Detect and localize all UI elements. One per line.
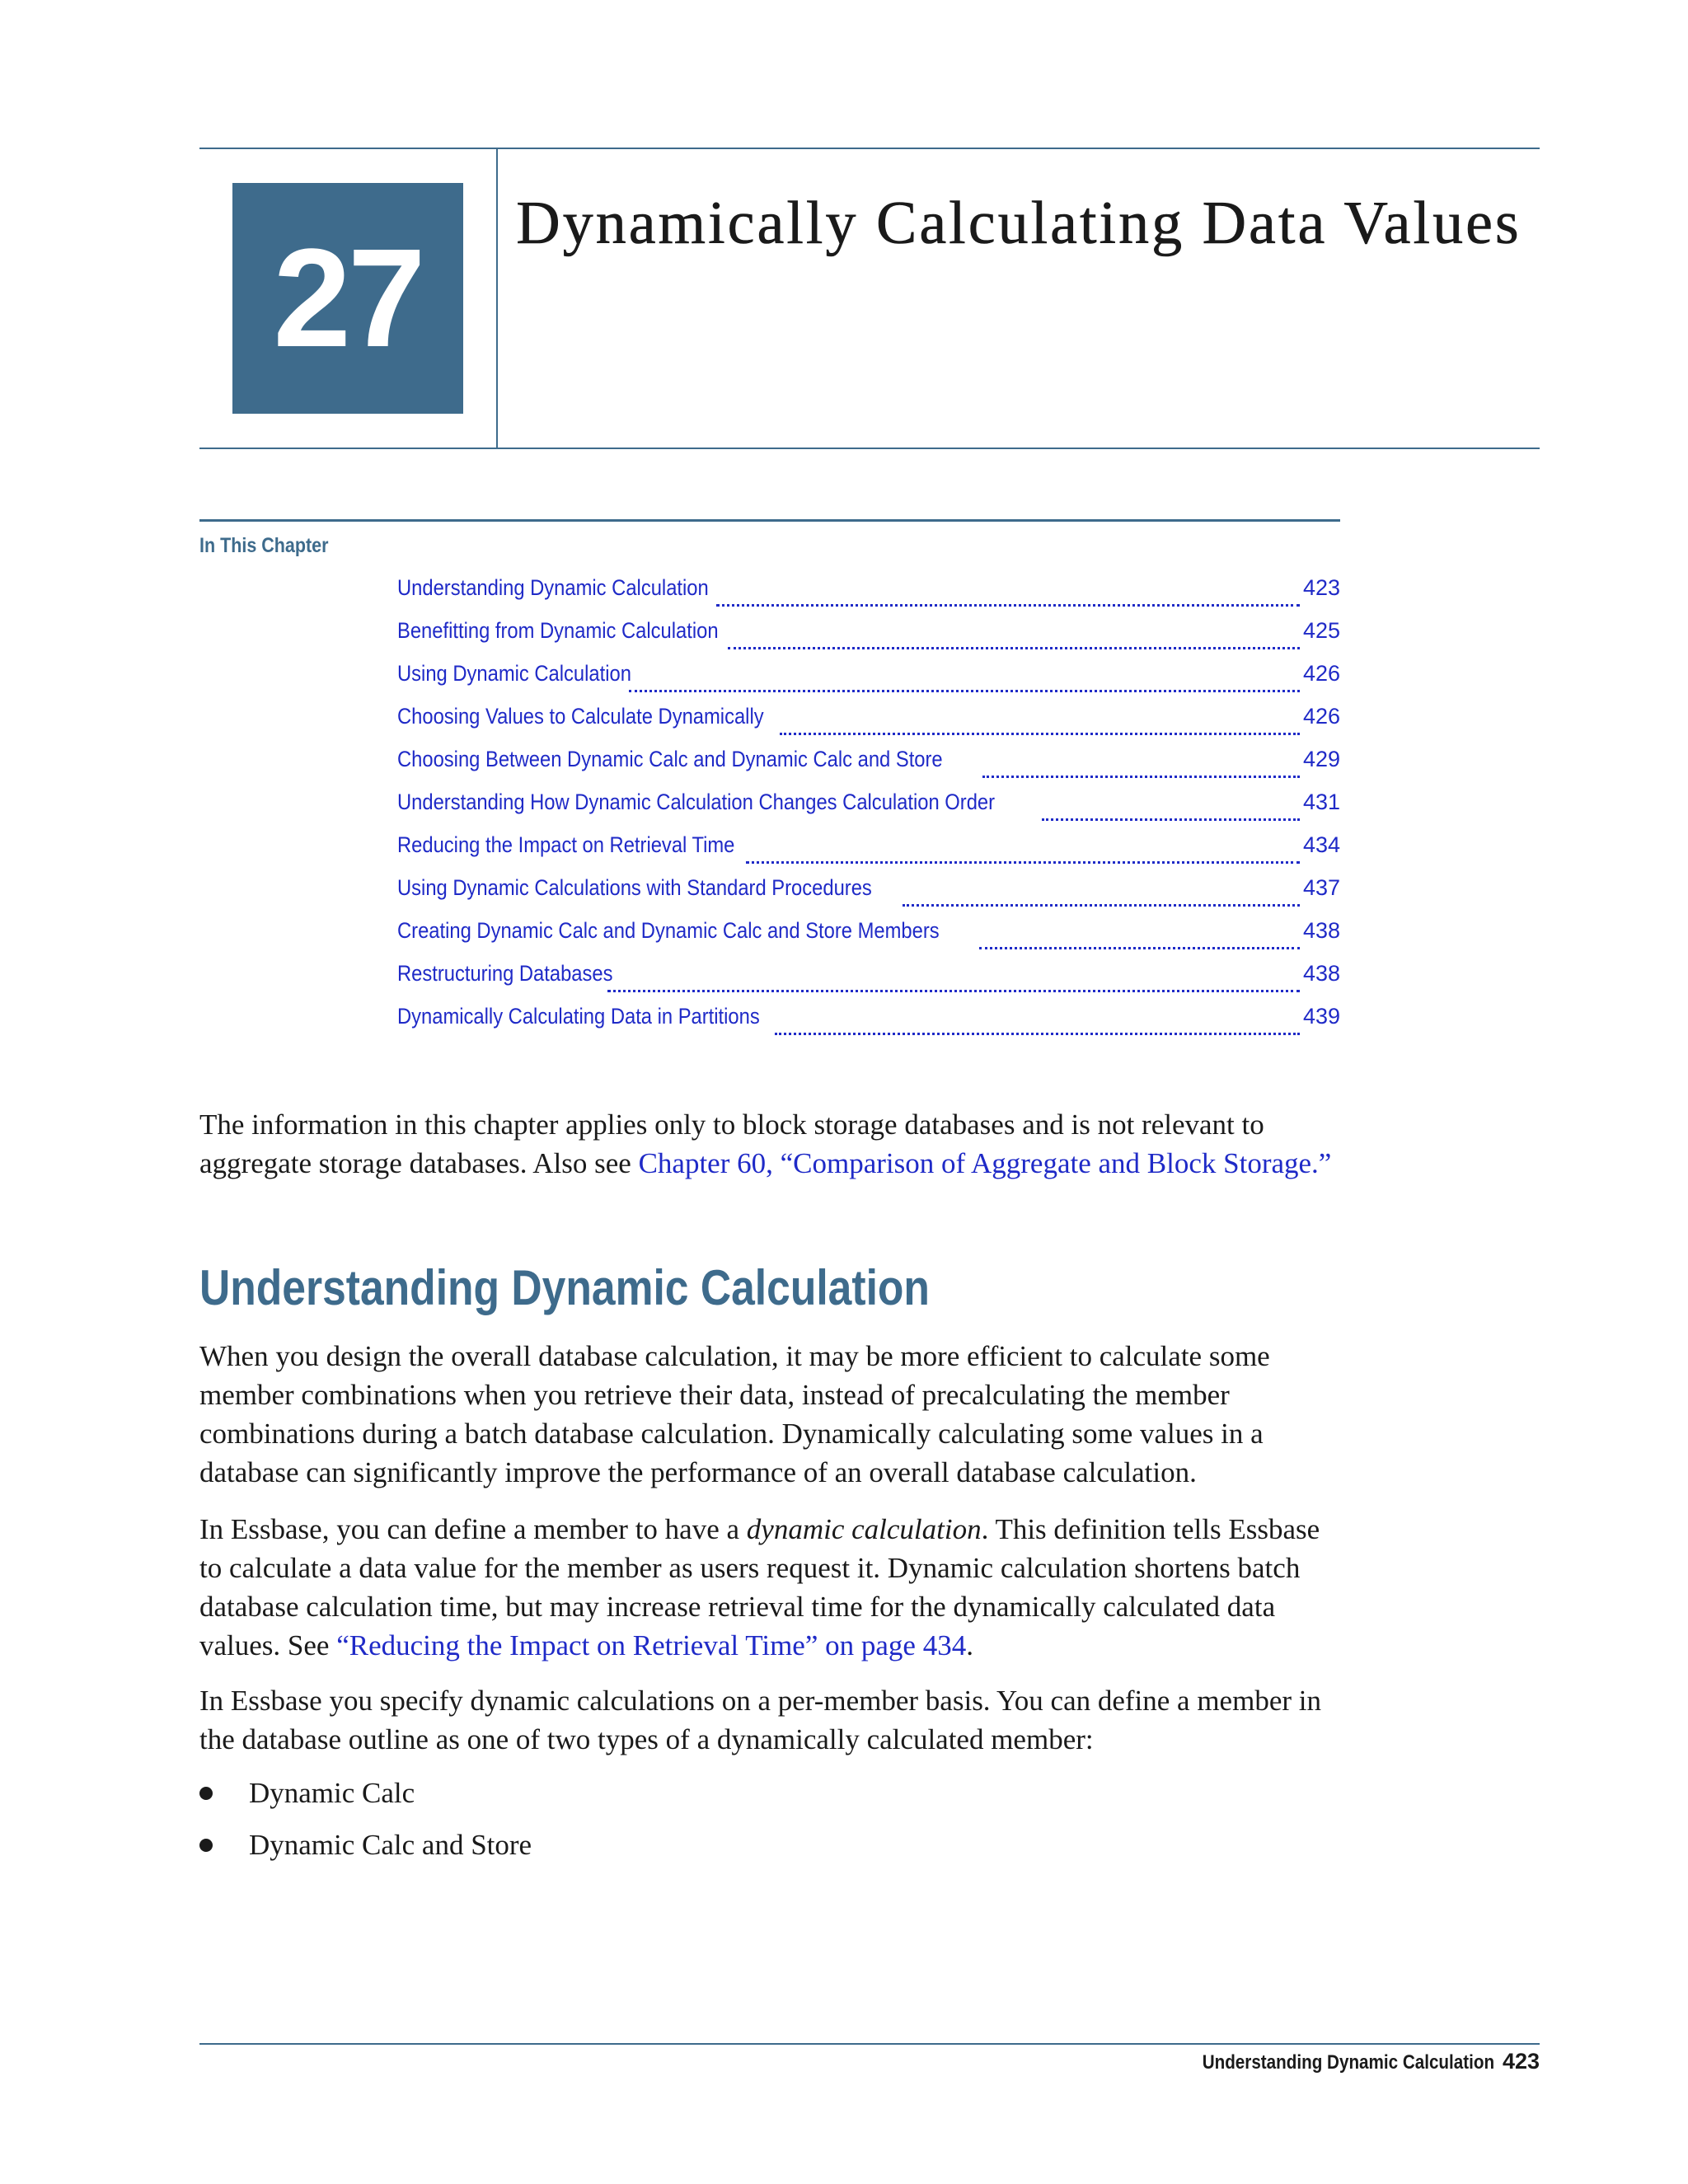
toc-item-label: Understanding How Dynamic Calculation Changes Calculation Order — [397, 790, 996, 814]
intro-paragraph — [199, 1105, 1345, 1183]
toc-item-page: 431 — [1302, 790, 1340, 814]
running-footer — [1155, 2049, 1540, 2074]
toc-item-page: 426 — [1302, 704, 1340, 729]
toc-leader-dots — [716, 603, 1299, 607]
bullet-icon — [199, 1787, 213, 1800]
toc-item-page: 439 — [1302, 1004, 1340, 1029]
section-heading: Understanding Dynamic Calculation — [199, 1260, 930, 1315]
toc-list — [397, 575, 1340, 1047]
toc-item-page: 425 — [1302, 618, 1340, 643]
toc-heading: In This Chapter — [199, 534, 329, 557]
toc-item-page: 434 — [1302, 832, 1340, 857]
toc-item[interactable] — [397, 747, 1340, 790]
header-bottom-rule — [199, 448, 1540, 449]
toc-top-rule — [199, 519, 1340, 522]
bullet-item — [199, 1825, 532, 1864]
toc-item[interactable] — [397, 790, 1340, 832]
toc-item[interactable] — [397, 875, 1340, 918]
p2-text-c: . — [966, 1629, 973, 1661]
toc-item-label: Choosing Between Dynamic Calc and Dynamic Calc and Store — [397, 747, 943, 771]
toc-item[interactable] — [397, 575, 1340, 618]
section-paragraph-3: In Essbase you specify dynamic calculations on a per-member basis. You can define a member in the database outline as one of two types of a dynamically calculated member: — [199, 1685, 1321, 1755]
section-paragraph-1: When you design the overall database calculation, it may be more efficient to calculate some member combinations when you retrieve their data, instead of precalculating the member combinations during a batch database calculation. Dynamically calculating some values in a database can significantly improve the performance of an overall database calculation. — [199, 1340, 1270, 1488]
toc-item-label: Using Dynamic Calculation — [397, 661, 631, 686]
toc-item[interactable] — [397, 918, 1340, 961]
bullet-icon — [199, 1839, 213, 1852]
p2-text-a: In Essbase, you can define a member to have a — [199, 1513, 747, 1545]
toc-item[interactable] — [397, 1004, 1340, 1047]
chapter-number-badge: 27 — [232, 183, 463, 414]
footer-rule — [199, 2043, 1540, 2045]
footer-page-number: 423 — [1502, 2049, 1540, 2074]
toc-item-label: Benefitting from Dynamic Calculation — [397, 618, 719, 643]
toc-item-label: Restructuring Databases — [397, 961, 613, 986]
toc-leader-dots — [982, 775, 1300, 778]
toc-item[interactable] — [397, 832, 1340, 875]
toc-item-label: Using Dynamic Calculations with Standard Procedures — [397, 875, 872, 900]
toc-leader-dots — [780, 732, 1300, 735]
section-paragraph-2 — [199, 1510, 1345, 1665]
toc-item[interactable] — [397, 704, 1340, 747]
bullet-text: Dynamic Calc — [249, 1777, 415, 1809]
toc-item-label: Reducing the Impact on Retrieval Time — [397, 832, 735, 857]
toc-leader-dots — [746, 860, 1299, 864]
toc-item-page: 437 — [1302, 875, 1340, 900]
toc-item[interactable] — [397, 961, 1340, 1004]
header-top-rule — [199, 148, 1540, 149]
bullet-item — [199, 1774, 415, 1812]
toc-item-page: 429 — [1302, 747, 1340, 771]
toc-item-label: Choosing Values to Calculate Dynamically — [397, 704, 764, 729]
toc-item-label: Creating Dynamic Calc and Dynamic Calc and Store Members — [397, 918, 940, 943]
footer-section-label: Understanding Dynamic Calculation — [1202, 2051, 1494, 2074]
toc-item-page: 426 — [1302, 661, 1340, 686]
toc-leader-dots — [903, 903, 1300, 907]
chapter-title: Dynamically Calculating Data Values — [516, 190, 1522, 257]
toc-item-label: Understanding Dynamic Calculation — [397, 575, 709, 600]
toc-item-label: Dynamically Calculating Data in Partitions — [397, 1004, 760, 1029]
toc-item-page: 438 — [1302, 918, 1340, 943]
toc-leader-dots — [1042, 818, 1300, 821]
toc-leader-dots — [607, 989, 1300, 992]
toc-item[interactable] — [397, 661, 1340, 704]
toc-item-page: 438 — [1302, 961, 1340, 986]
toc-item-page: 423 — [1302, 575, 1340, 600]
toc-leader-dots — [629, 689, 1300, 692]
toc-leader-dots — [775, 1032, 1300, 1035]
p2-text-b: . This definition tells Essbase to calculate a data value for the member as users request it. Dynamic calculation shortens batch database calculation time, but may increase retrieval time for the dynamically calculated data values. See — [199, 1513, 1320, 1661]
bullet-text: Dynamic Calc and Store — [249, 1829, 532, 1861]
toc-leader-dots — [728, 646, 1300, 649]
toc-leader-dots — [979, 946, 1300, 949]
p2-emphasis: dynamic calculation — [746, 1513, 982, 1545]
chapter-60-link[interactable]: Chapter 60, “Comparison of Aggregate and Block Storage.” — [638, 1147, 1332, 1179]
retrieval-time-link[interactable]: “Reducing the Impact on Retrieval Time” on page 434 — [336, 1629, 967, 1661]
toc-item[interactable] — [397, 618, 1340, 661]
intro-text: The information in this chapter applies only to block storage databases and is not relevant to aggregate storage databases. Also see — [199, 1108, 1264, 1179]
